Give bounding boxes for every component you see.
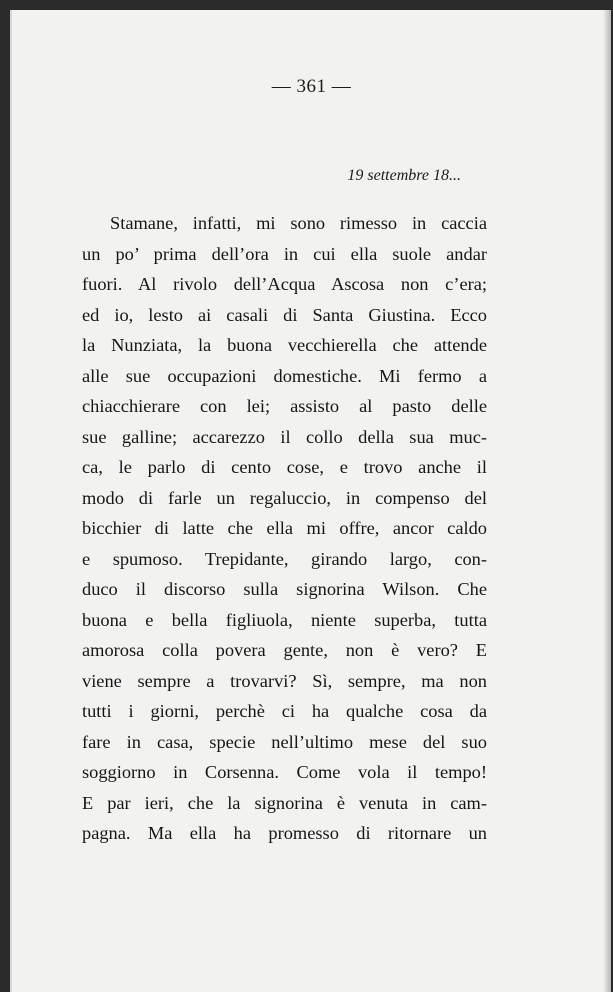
text-line: Stamane, infatti, mi sono rimesso in caccia <box>110 213 487 233</box>
text-line: un po’ prima dell’ora in cui ella suole andar <box>82 243 487 264</box>
text-line: chiacchierare con lei; assisto al pasto delle <box>82 396 487 416</box>
text-line: pagna. Ma ella ha promesso di ritornare un <box>82 823 487 843</box>
text-line: fare in casa, specie nell’ultimo mese del suo <box>82 731 487 752</box>
body-text <box>82 208 487 849</box>
dateline: 19 settembre 18... <box>347 167 461 184</box>
text-line: duco il discorso sulla signorina Wilson. Che <box>82 579 487 599</box>
text-line: fuori. Al rivolo dell’Acqua Ascosa non c’era; <box>82 274 487 294</box>
page-number: — 361 — <box>271 76 352 97</box>
text-line: viene sempre a trovarvi? Sì, sempre, ma non <box>82 670 487 691</box>
text-line: buona e bella figliuola, niente superba, tutta <box>82 609 487 630</box>
text-line: sue galline; accarezzo il collo della sua muc- <box>82 426 487 447</box>
text-line: modo di farle un regaluccio, in compenso del <box>82 487 487 508</box>
text-line: amorosa colla povera gente, non è vero? E <box>82 640 487 660</box>
text-line: bicchier di latte che ella mi offre, ancor caldo <box>82 518 487 538</box>
text-line: e spumoso. Trepidante, girando largo, con- <box>82 548 487 569</box>
text-line: ed io, lesto ai casali di Santa Giustina. Ecco <box>82 304 487 325</box>
text-line: tutti i giorni, perchè ci ha qualche cosa da <box>82 701 487 721</box>
text-line: la Nunziata, la buona vecchierella che attende <box>82 335 487 355</box>
text-line: soggiorno in Corsenna. Come vola il tempo! <box>82 762 487 782</box>
text-line: alle sue occupazioni domestiche. Mi fermo a <box>82 365 487 386</box>
text-line: E par ieri, che la signorina è venuta in cam- <box>82 792 487 813</box>
text-line: ca, le parlo di cento cose, e trovo anche il <box>82 457 487 477</box>
book-page <box>10 10 611 992</box>
page-edge-shadow <box>603 10 611 992</box>
